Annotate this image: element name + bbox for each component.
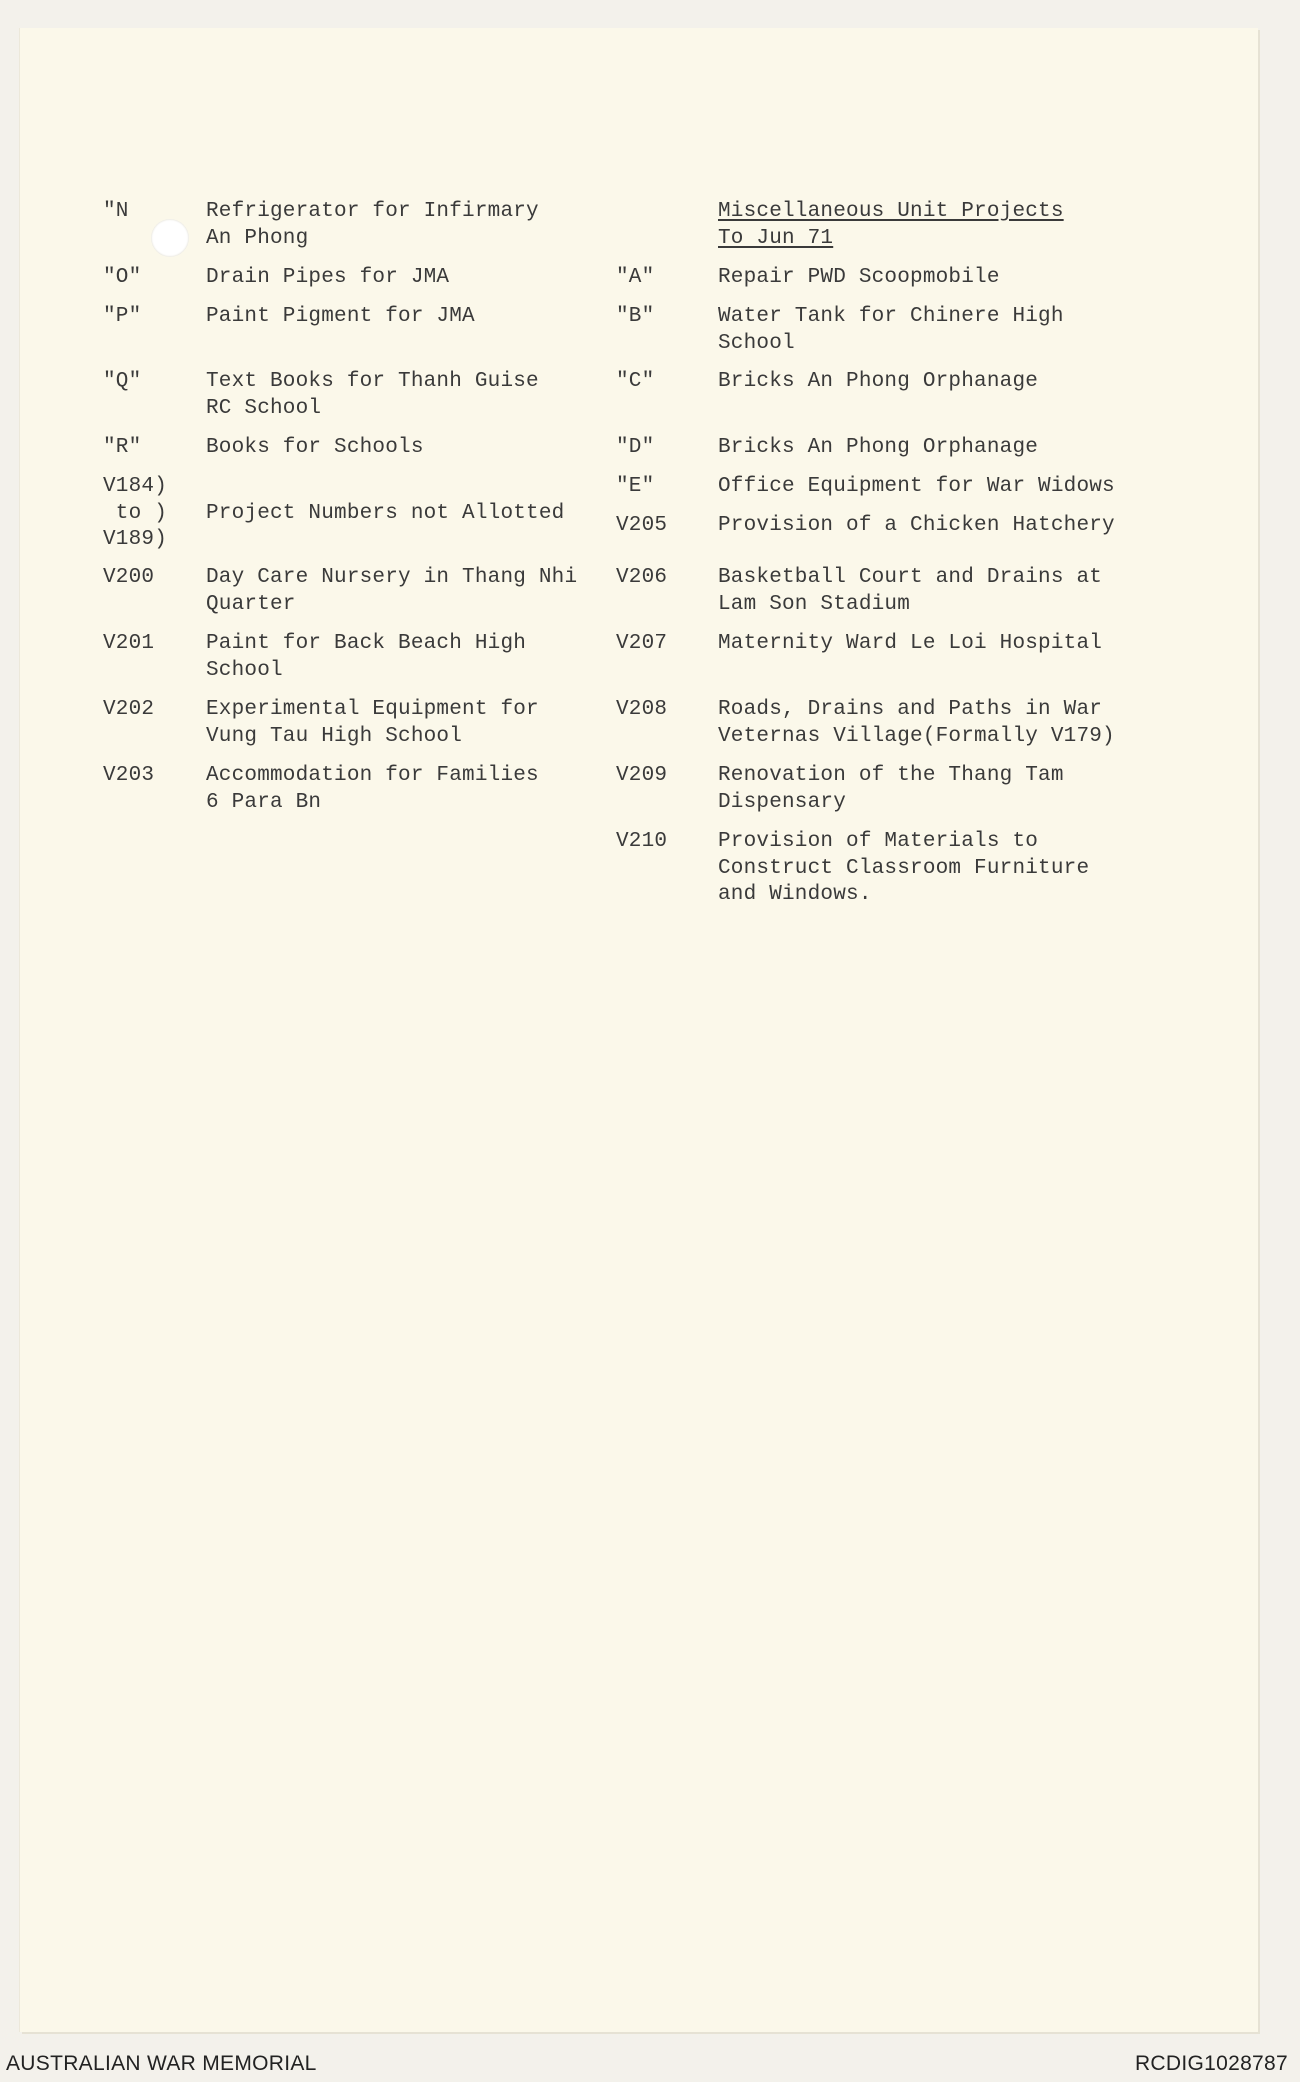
- archive-credit: AUSTRALIAN WAR MEMORIAL: [6, 2052, 317, 2075]
- project-code: V202: [103, 698, 155, 721]
- project-code: V205: [616, 514, 668, 537]
- project-description: Text Books for Thanh Guise RC School: [206, 370, 539, 420]
- project-description: Basketball Court and Drains at Lam Son Stadium: [718, 566, 1103, 616]
- project-description: Renovation of the Thang Tam Dispensary: [718, 764, 1064, 814]
- section-heading: Miscellaneous Unit Projects: [718, 200, 1064, 223]
- project-code: "B": [616, 305, 655, 328]
- project-code: "O": [103, 266, 142, 289]
- project-description: Repair PWD Scoopmobile: [718, 266, 1000, 289]
- project-description: Refrigerator for Infirmary An Phong: [206, 200, 539, 250]
- project-description: Accommodation for Families 6 Para Bn: [206, 764, 539, 814]
- project-code: V208: [616, 698, 668, 721]
- punch-hole: [151, 219, 189, 257]
- project-description: Bricks An Phong Orphanage: [718, 436, 1039, 459]
- project-description: Water Tank for Chinere High School: [718, 305, 1064, 355]
- project-code: V207: [616, 632, 668, 655]
- project-code: "A": [616, 266, 655, 289]
- project-code: V206: [616, 566, 668, 589]
- project-code: "Q": [103, 370, 142, 393]
- project-description: Project Numbers not Allotted: [206, 502, 565, 525]
- document-page: [20, 28, 1258, 2032]
- project-code: "N: [103, 200, 129, 223]
- project-description: Maternity Ward Le Loi Hospital: [718, 632, 1103, 655]
- project-code: V203: [103, 764, 155, 787]
- project-code: "E": [616, 475, 655, 498]
- project-description: Paint for Back Beach High School: [206, 632, 527, 682]
- project-description: Provision of Materials to Construct Classroom Furniture and Windows.: [718, 830, 1090, 906]
- project-description: Provision of a Chicken Hatchery: [718, 514, 1115, 537]
- project-code-range: V184) to ) V189): [103, 475, 168, 551]
- project-code: V200: [103, 566, 155, 589]
- project-code: "D": [616, 436, 655, 459]
- project-code: "R": [103, 436, 142, 459]
- project-description: Day Care Nursery in Thang Nhi Quarter: [206, 566, 578, 616]
- project-code: "P": [103, 305, 142, 328]
- project-code: V209: [616, 764, 668, 787]
- project-code: "C": [616, 370, 655, 393]
- project-code: V201: [103, 632, 155, 655]
- project-description: Books for Schools: [206, 436, 424, 459]
- project-description: Office Equipment for War Widows: [718, 475, 1115, 498]
- project-description: Paint Pigment for JMA: [206, 305, 475, 328]
- project-description: Drain Pipes for JMA: [206, 266, 450, 289]
- project-description: Bricks An Phong Orphanage: [718, 370, 1039, 393]
- section-heading-subtitle: To Jun 71: [718, 226, 834, 250]
- archive-catalogue-id: RCDIG1028787: [1134, 2052, 1288, 2075]
- project-code: V210: [616, 830, 668, 853]
- project-description: Roads, Drains and Paths in War Veternas Village(Formally V179): [718, 698, 1115, 748]
- project-description: Experimental Equipment for Vung Tau High School: [206, 698, 539, 748]
